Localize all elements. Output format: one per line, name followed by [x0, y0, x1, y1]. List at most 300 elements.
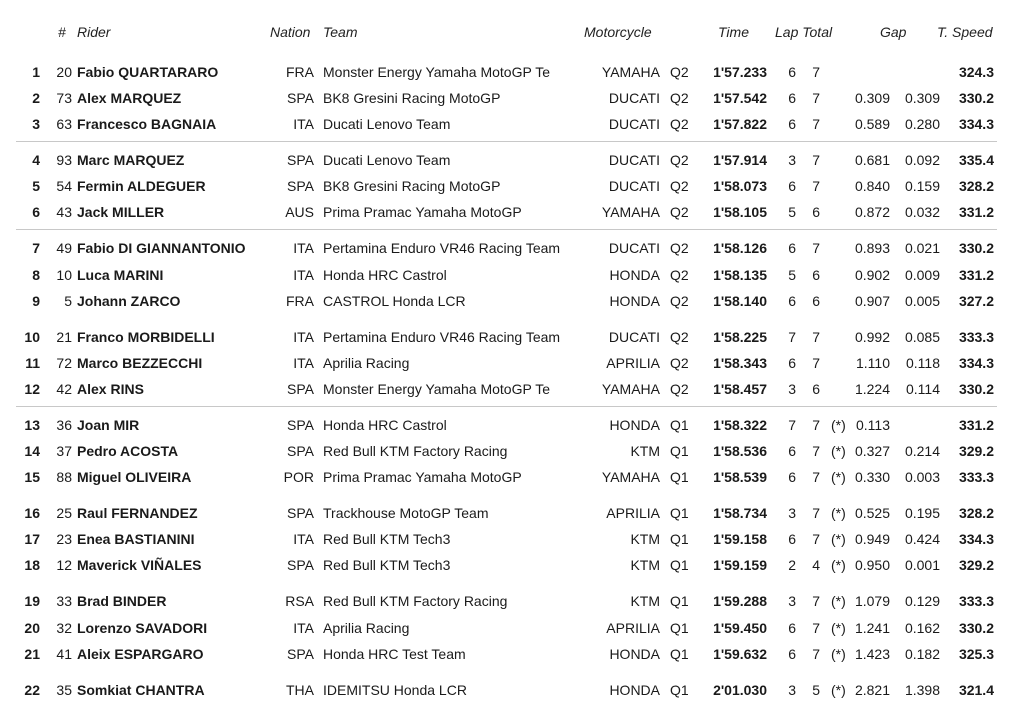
- table-row: [0, 149, 1015, 171]
- best-lap: 7: [788, 417, 796, 433]
- session: Q2: [670, 381, 689, 397]
- gap-first: 1.224: [854, 381, 890, 397]
- position: 4: [32, 152, 40, 168]
- table-row: [0, 175, 1015, 197]
- nation: AUS: [285, 204, 314, 220]
- total-laps: 7: [812, 505, 820, 521]
- gap-previous: 0.309: [904, 90, 940, 106]
- lap-time: 1'58.734: [713, 505, 767, 521]
- team: Aprilia Racing: [323, 620, 410, 636]
- table-row: [0, 679, 1015, 701]
- total-laps: 6: [812, 381, 820, 397]
- top-speed: 328.2: [958, 178, 994, 194]
- position: 12: [24, 381, 40, 397]
- position: 1: [32, 64, 40, 80]
- top-speed: 329.2: [958, 557, 994, 573]
- best-lap: 6: [788, 240, 796, 256]
- gap-previous: 0.114: [906, 381, 940, 397]
- header-nation: Nation: [270, 24, 311, 40]
- position: 8: [32, 267, 40, 283]
- total-laps: 7: [812, 646, 820, 662]
- lap-time: 1'57.822: [713, 116, 767, 132]
- table-row: [0, 502, 1015, 524]
- gap-flag: (*): [831, 593, 846, 609]
- best-lap: 6: [788, 116, 796, 132]
- motorcycle: APRILIA: [606, 505, 660, 521]
- session: Q2: [670, 355, 689, 371]
- total-laps: 5: [812, 682, 820, 698]
- nation: SPA: [287, 152, 314, 168]
- gap-first: 1.079: [854, 593, 890, 609]
- gap-first: 1.241: [854, 620, 890, 636]
- session: Q2: [670, 90, 689, 106]
- team: Ducati Lenovo Team: [323, 116, 451, 132]
- rider-name: Fabio QUARTARARO: [77, 64, 219, 80]
- position: 19: [24, 593, 40, 609]
- position: 18: [24, 557, 40, 573]
- top-speed: 331.2: [958, 417, 994, 433]
- position: 13: [24, 417, 40, 433]
- gap-first: 0.327: [854, 443, 890, 459]
- gap-previous: 0.424: [904, 531, 940, 547]
- best-lap: 6: [788, 90, 796, 106]
- lap-time: 1'58.126: [713, 240, 767, 256]
- rider-number: 49: [56, 240, 72, 256]
- top-speed: 333.3: [958, 329, 994, 345]
- total-laps: 4: [812, 557, 820, 573]
- gap-previous: 0.214: [904, 443, 940, 459]
- lap-time: 2'01.030: [713, 682, 767, 698]
- rider-name: Jack MILLER: [77, 204, 165, 220]
- team: BK8 Gresini Racing MotoGP: [323, 90, 501, 106]
- best-lap: 6: [788, 620, 796, 636]
- gap-flag: (*): [831, 682, 846, 698]
- lap-time: 1'58.140: [713, 293, 767, 309]
- gap-first: 0.893: [854, 240, 890, 256]
- motorcycle: DUCATI: [608, 90, 660, 106]
- session: Q1: [670, 469, 689, 485]
- session: Q1: [670, 646, 689, 662]
- header-rider: Rider: [77, 24, 111, 40]
- gap-first: 0.949: [854, 531, 890, 547]
- top-speed: 324.3: [958, 64, 994, 80]
- rider-number: 23: [56, 531, 72, 547]
- team: Monster Energy Yamaha MotoGP Te: [323, 64, 550, 80]
- motorcycle: HONDA: [609, 293, 660, 309]
- top-speed: 328.2: [958, 505, 994, 521]
- gap-previous: 0.159: [904, 178, 940, 194]
- gap-first: 0.992: [854, 329, 890, 345]
- position: 11: [25, 355, 40, 371]
- session: Q1: [670, 682, 689, 698]
- lap-time: 1'58.135: [713, 267, 767, 283]
- gap-first: 0.113: [856, 417, 890, 433]
- position: 17: [24, 531, 40, 547]
- session: Q1: [670, 531, 689, 547]
- rider-number: 72: [56, 355, 72, 371]
- best-lap: 3: [788, 505, 796, 521]
- total-laps: 7: [812, 64, 820, 80]
- best-lap: 3: [788, 152, 796, 168]
- motorcycle: YAMAHA: [601, 381, 660, 397]
- position: 16: [24, 505, 40, 521]
- team: Honda HRC Castrol: [323, 267, 447, 283]
- top-speed: 333.3: [958, 469, 994, 485]
- gap-previous: 0.005: [904, 293, 940, 309]
- gap-previous: 1.398: [904, 682, 940, 698]
- gap-previous: 0.001: [904, 557, 940, 573]
- rider-name: Johann ZARCO: [77, 293, 181, 309]
- header-number: #: [58, 24, 66, 40]
- session: Q2: [670, 64, 689, 80]
- group-divider: [16, 406, 997, 407]
- gap-previous: 0.032: [904, 204, 940, 220]
- rider-name: Marco BEZZECCHI: [77, 355, 203, 371]
- table-row: [0, 528, 1015, 550]
- gap-first: 1.423: [854, 646, 890, 662]
- lap-time: 1'59.632: [713, 646, 767, 662]
- gap-first: 1.110: [856, 355, 890, 371]
- best-lap: 3: [788, 682, 796, 698]
- motorcycle: DUCATI: [608, 240, 660, 256]
- lap-time: 1'59.288: [713, 593, 767, 609]
- best-lap: 6: [788, 64, 796, 80]
- session: Q1: [670, 620, 689, 636]
- gap-flag: (*): [831, 620, 846, 636]
- rider-number: 43: [56, 204, 72, 220]
- motorcycle: DUCATI: [608, 178, 660, 194]
- gap-flag: (*): [831, 469, 846, 485]
- team: Red Bull KTM Tech3: [323, 531, 451, 547]
- best-lap: 6: [788, 355, 796, 371]
- motorcycle: KTM: [630, 443, 660, 459]
- gap-previous: 0.118: [906, 355, 940, 371]
- session: Q2: [670, 329, 689, 345]
- top-speed: 321.4: [958, 682, 994, 698]
- rider-name: Maverick VIÑALES: [77, 557, 202, 573]
- total-laps: 7: [812, 116, 820, 132]
- top-speed: 329.2: [958, 443, 994, 459]
- session: Q2: [670, 293, 689, 309]
- best-lap: 3: [788, 593, 796, 609]
- motorcycle: HONDA: [609, 417, 660, 433]
- session: Q2: [670, 204, 689, 220]
- motorcycle: HONDA: [609, 646, 660, 662]
- nation: ITA: [293, 620, 314, 636]
- best-lap: 7: [788, 329, 796, 345]
- lap-time: 1'58.225: [713, 329, 767, 345]
- top-speed: 333.3: [958, 593, 994, 609]
- top-speed: 331.2: [958, 204, 994, 220]
- group-divider: [16, 141, 997, 142]
- position: 21: [24, 646, 40, 662]
- rider-name: Alex RINS: [77, 381, 144, 397]
- nation: ITA: [293, 267, 314, 283]
- nation: SPA: [287, 443, 314, 459]
- rider-number: 36: [56, 417, 72, 433]
- table-row: [0, 554, 1015, 576]
- rider-number: 54: [56, 178, 72, 194]
- gap-previous: 0.009: [904, 267, 940, 283]
- best-lap: 6: [788, 293, 796, 309]
- top-speed: 335.4: [958, 152, 994, 168]
- total-laps: 7: [812, 90, 820, 106]
- motorcycle: APRILIA: [606, 355, 660, 371]
- best-lap: 5: [788, 204, 796, 220]
- rider-name: Brad BINDER: [77, 593, 167, 609]
- header-team: Team: [323, 24, 358, 40]
- rider-number: 73: [56, 90, 72, 106]
- session: Q1: [670, 593, 689, 609]
- session: Q2: [670, 240, 689, 256]
- group-divider: [16, 229, 997, 230]
- table-row: [0, 617, 1015, 639]
- total-laps: 6: [812, 204, 820, 220]
- rider-number: 88: [56, 469, 72, 485]
- gap-previous: 0.280: [904, 116, 940, 132]
- position: 14: [24, 443, 40, 459]
- team: Red Bull KTM Tech3: [323, 557, 451, 573]
- rider-name: Miguel OLIVEIRA: [77, 469, 192, 485]
- gap-first: 0.309: [854, 90, 890, 106]
- team: IDEMITSU Honda LCR: [323, 682, 467, 698]
- position: 6: [32, 204, 40, 220]
- rider-number: 37: [56, 443, 72, 459]
- lap-time: 1'57.914: [713, 152, 767, 168]
- motorcycle: HONDA: [609, 267, 660, 283]
- rider-name: Fabio DI GIANNANTONIO: [77, 240, 246, 256]
- rider-number: 10: [56, 267, 72, 283]
- best-lap: 6: [788, 646, 796, 662]
- session: Q2: [670, 152, 689, 168]
- best-lap: 6: [788, 178, 796, 194]
- motorcycle: DUCATI: [608, 116, 660, 132]
- team: Pertamina Enduro VR46 Racing Team: [323, 240, 561, 256]
- best-lap: 6: [788, 443, 796, 459]
- rider-name: Alex MARQUEZ: [77, 90, 182, 106]
- rider-name: Aleix ESPARGARO: [77, 646, 204, 662]
- total-laps: 7: [812, 355, 820, 371]
- best-lap: 3: [788, 381, 796, 397]
- table-row: [0, 643, 1015, 665]
- best-lap: 2: [788, 557, 796, 573]
- header-motorcycle: Motorcycle: [584, 24, 652, 40]
- total-laps: 7: [812, 417, 820, 433]
- nation: FRA: [286, 64, 314, 80]
- nation: SPA: [287, 90, 314, 106]
- gap-first: 0.840: [854, 178, 890, 194]
- rider-name: Joan MIR: [77, 417, 140, 433]
- top-speed: 334.3: [958, 531, 994, 547]
- top-speed: 330.2: [958, 90, 994, 106]
- position: 20: [24, 620, 40, 636]
- rider-name: Raul FERNANDEZ: [77, 505, 198, 521]
- gap-flag: (*): [831, 531, 846, 547]
- team: Trackhouse MotoGP Team: [323, 505, 489, 521]
- motorcycle: KTM: [630, 593, 660, 609]
- rider-number: 32: [56, 620, 72, 636]
- rider-number: 33: [56, 593, 72, 609]
- top-speed: 330.2: [958, 381, 994, 397]
- gap-first: 0.907: [854, 293, 890, 309]
- gap-first: 2.821: [854, 682, 890, 698]
- session: Q2: [670, 116, 689, 132]
- gap-previous: 0.129: [904, 593, 940, 609]
- session: Q1: [670, 443, 689, 459]
- gap-first: 0.872: [854, 204, 890, 220]
- nation: SPA: [287, 178, 314, 194]
- rider-name: Somkiat CHANTRA: [77, 682, 205, 698]
- motorcycle: KTM: [630, 557, 660, 573]
- rider-number: 35: [56, 682, 72, 698]
- lap-time: 1'59.158: [713, 531, 767, 547]
- gap-previous: 0.162: [904, 620, 940, 636]
- lap-time: 1'58.539: [713, 469, 767, 485]
- team: Honda HRC Castrol: [323, 417, 447, 433]
- rider-number: 93: [56, 152, 72, 168]
- rider-name: Fermin ALDEGUER: [77, 178, 206, 194]
- table-row: [0, 61, 1015, 83]
- session: Q1: [670, 505, 689, 521]
- nation: ITA: [293, 240, 314, 256]
- team: Pertamina Enduro VR46 Racing Team: [323, 329, 561, 345]
- header-top-speed: T. Speed: [937, 24, 993, 40]
- lap-time: 1'58.322: [713, 417, 767, 433]
- table-row: [0, 237, 1015, 259]
- gap-flag: (*): [831, 505, 846, 521]
- team: CASTROL Honda LCR: [323, 293, 466, 309]
- gap-flag: (*): [831, 417, 846, 433]
- nation: SPA: [287, 646, 314, 662]
- position: 22: [24, 682, 40, 698]
- total-laps: 7: [812, 443, 820, 459]
- best-lap: 6: [788, 469, 796, 485]
- gap-previous: 0.195: [904, 505, 940, 521]
- top-speed: 330.2: [958, 240, 994, 256]
- top-speed: 330.2: [958, 620, 994, 636]
- gap-first: 0.525: [854, 505, 890, 521]
- table-row: [0, 201, 1015, 223]
- lap-time: 1'59.450: [713, 620, 767, 636]
- total-laps: 7: [812, 593, 820, 609]
- rider-number: 12: [56, 557, 72, 573]
- gap-flag: (*): [831, 443, 846, 459]
- top-speed: 325.3: [958, 646, 994, 662]
- gap-previous: 0.085: [904, 329, 940, 345]
- position: 5: [32, 178, 40, 194]
- session: Q1: [670, 417, 689, 433]
- rider-name: Pedro ACOSTA: [77, 443, 179, 459]
- team: Prima Pramac Yamaha MotoGP: [323, 469, 522, 485]
- lap-time: 1'58.457: [713, 381, 767, 397]
- gap-first: 0.589: [854, 116, 890, 132]
- position: 7: [32, 240, 40, 256]
- table-row: [0, 590, 1015, 612]
- rider-number: 63: [56, 116, 72, 132]
- position: 2: [32, 90, 40, 106]
- team: Honda HRC Test Team: [323, 646, 466, 662]
- motorcycle: DUCATI: [608, 152, 660, 168]
- rider-name: Franco MORBIDELLI: [77, 329, 215, 345]
- gap-previous: 0.182: [904, 646, 940, 662]
- table-row: [0, 113, 1015, 135]
- lap-time: 1'57.542: [713, 90, 767, 106]
- lap-time: 1'58.343: [713, 355, 767, 371]
- gap-first: 0.330: [854, 469, 890, 485]
- rider-number: 25: [56, 505, 72, 521]
- rider-name: Lorenzo SAVADORI: [77, 620, 208, 636]
- header-time: Time: [718, 24, 749, 40]
- position: 3: [32, 116, 40, 132]
- table-row: [0, 440, 1015, 462]
- rider-number: 5: [64, 293, 72, 309]
- nation: ITA: [293, 329, 314, 345]
- table-row: [0, 466, 1015, 488]
- nation: SPA: [287, 417, 314, 433]
- best-lap: 5: [788, 267, 796, 283]
- gap-previous: 0.092: [904, 152, 940, 168]
- rider-number: 20: [56, 64, 72, 80]
- gap-previous: 0.003: [904, 469, 940, 485]
- session: Q1: [670, 557, 689, 573]
- position: 10: [24, 329, 40, 345]
- motorcycle: HONDA: [609, 682, 660, 698]
- nation: ITA: [293, 355, 314, 371]
- header-gap: Gap: [880, 24, 907, 40]
- table-row: [0, 352, 1015, 374]
- nation: SPA: [287, 557, 314, 573]
- team: Aprilia Racing: [323, 355, 410, 371]
- gap-first: 0.681: [854, 152, 890, 168]
- table-row: [0, 87, 1015, 109]
- team: Ducati Lenovo Team: [323, 152, 451, 168]
- team: Monster Energy Yamaha MotoGP Te: [323, 381, 550, 397]
- total-laps: 7: [812, 531, 820, 547]
- team: BK8 Gresini Racing MotoGP: [323, 178, 501, 194]
- top-speed: 334.3: [958, 116, 994, 132]
- total-laps: 7: [812, 620, 820, 636]
- gap-first: 0.950: [854, 557, 890, 573]
- table-row: [0, 414, 1015, 436]
- nation: RSA: [285, 593, 314, 609]
- gap-first: 0.902: [854, 267, 890, 283]
- gap-flag: (*): [831, 557, 846, 573]
- session: Q2: [670, 178, 689, 194]
- total-laps: 7: [812, 152, 820, 168]
- rider-number: 42: [56, 381, 72, 397]
- lap-time: 1'58.073: [713, 178, 767, 194]
- nation: ITA: [293, 531, 314, 547]
- lap-time: 1'59.159: [713, 557, 767, 573]
- motorcycle: APRILIA: [606, 620, 660, 636]
- position: 9: [32, 293, 40, 309]
- rider-number: 41: [56, 646, 72, 662]
- rider-number: 21: [56, 329, 72, 345]
- total-laps: 7: [812, 178, 820, 194]
- best-lap: 6: [788, 531, 796, 547]
- table-row: [0, 290, 1015, 312]
- gap-flag: (*): [831, 646, 846, 662]
- table-row: [0, 264, 1015, 286]
- rider-name: Francesco BAGNAIA: [77, 116, 217, 132]
- nation: ITA: [293, 116, 314, 132]
- gap-previous: 0.021: [904, 240, 940, 256]
- top-speed: 331.2: [958, 267, 994, 283]
- nation: SPA: [287, 381, 314, 397]
- top-speed: 334.3: [958, 355, 994, 371]
- total-laps: 7: [812, 240, 820, 256]
- motorcycle: DUCATI: [608, 329, 660, 345]
